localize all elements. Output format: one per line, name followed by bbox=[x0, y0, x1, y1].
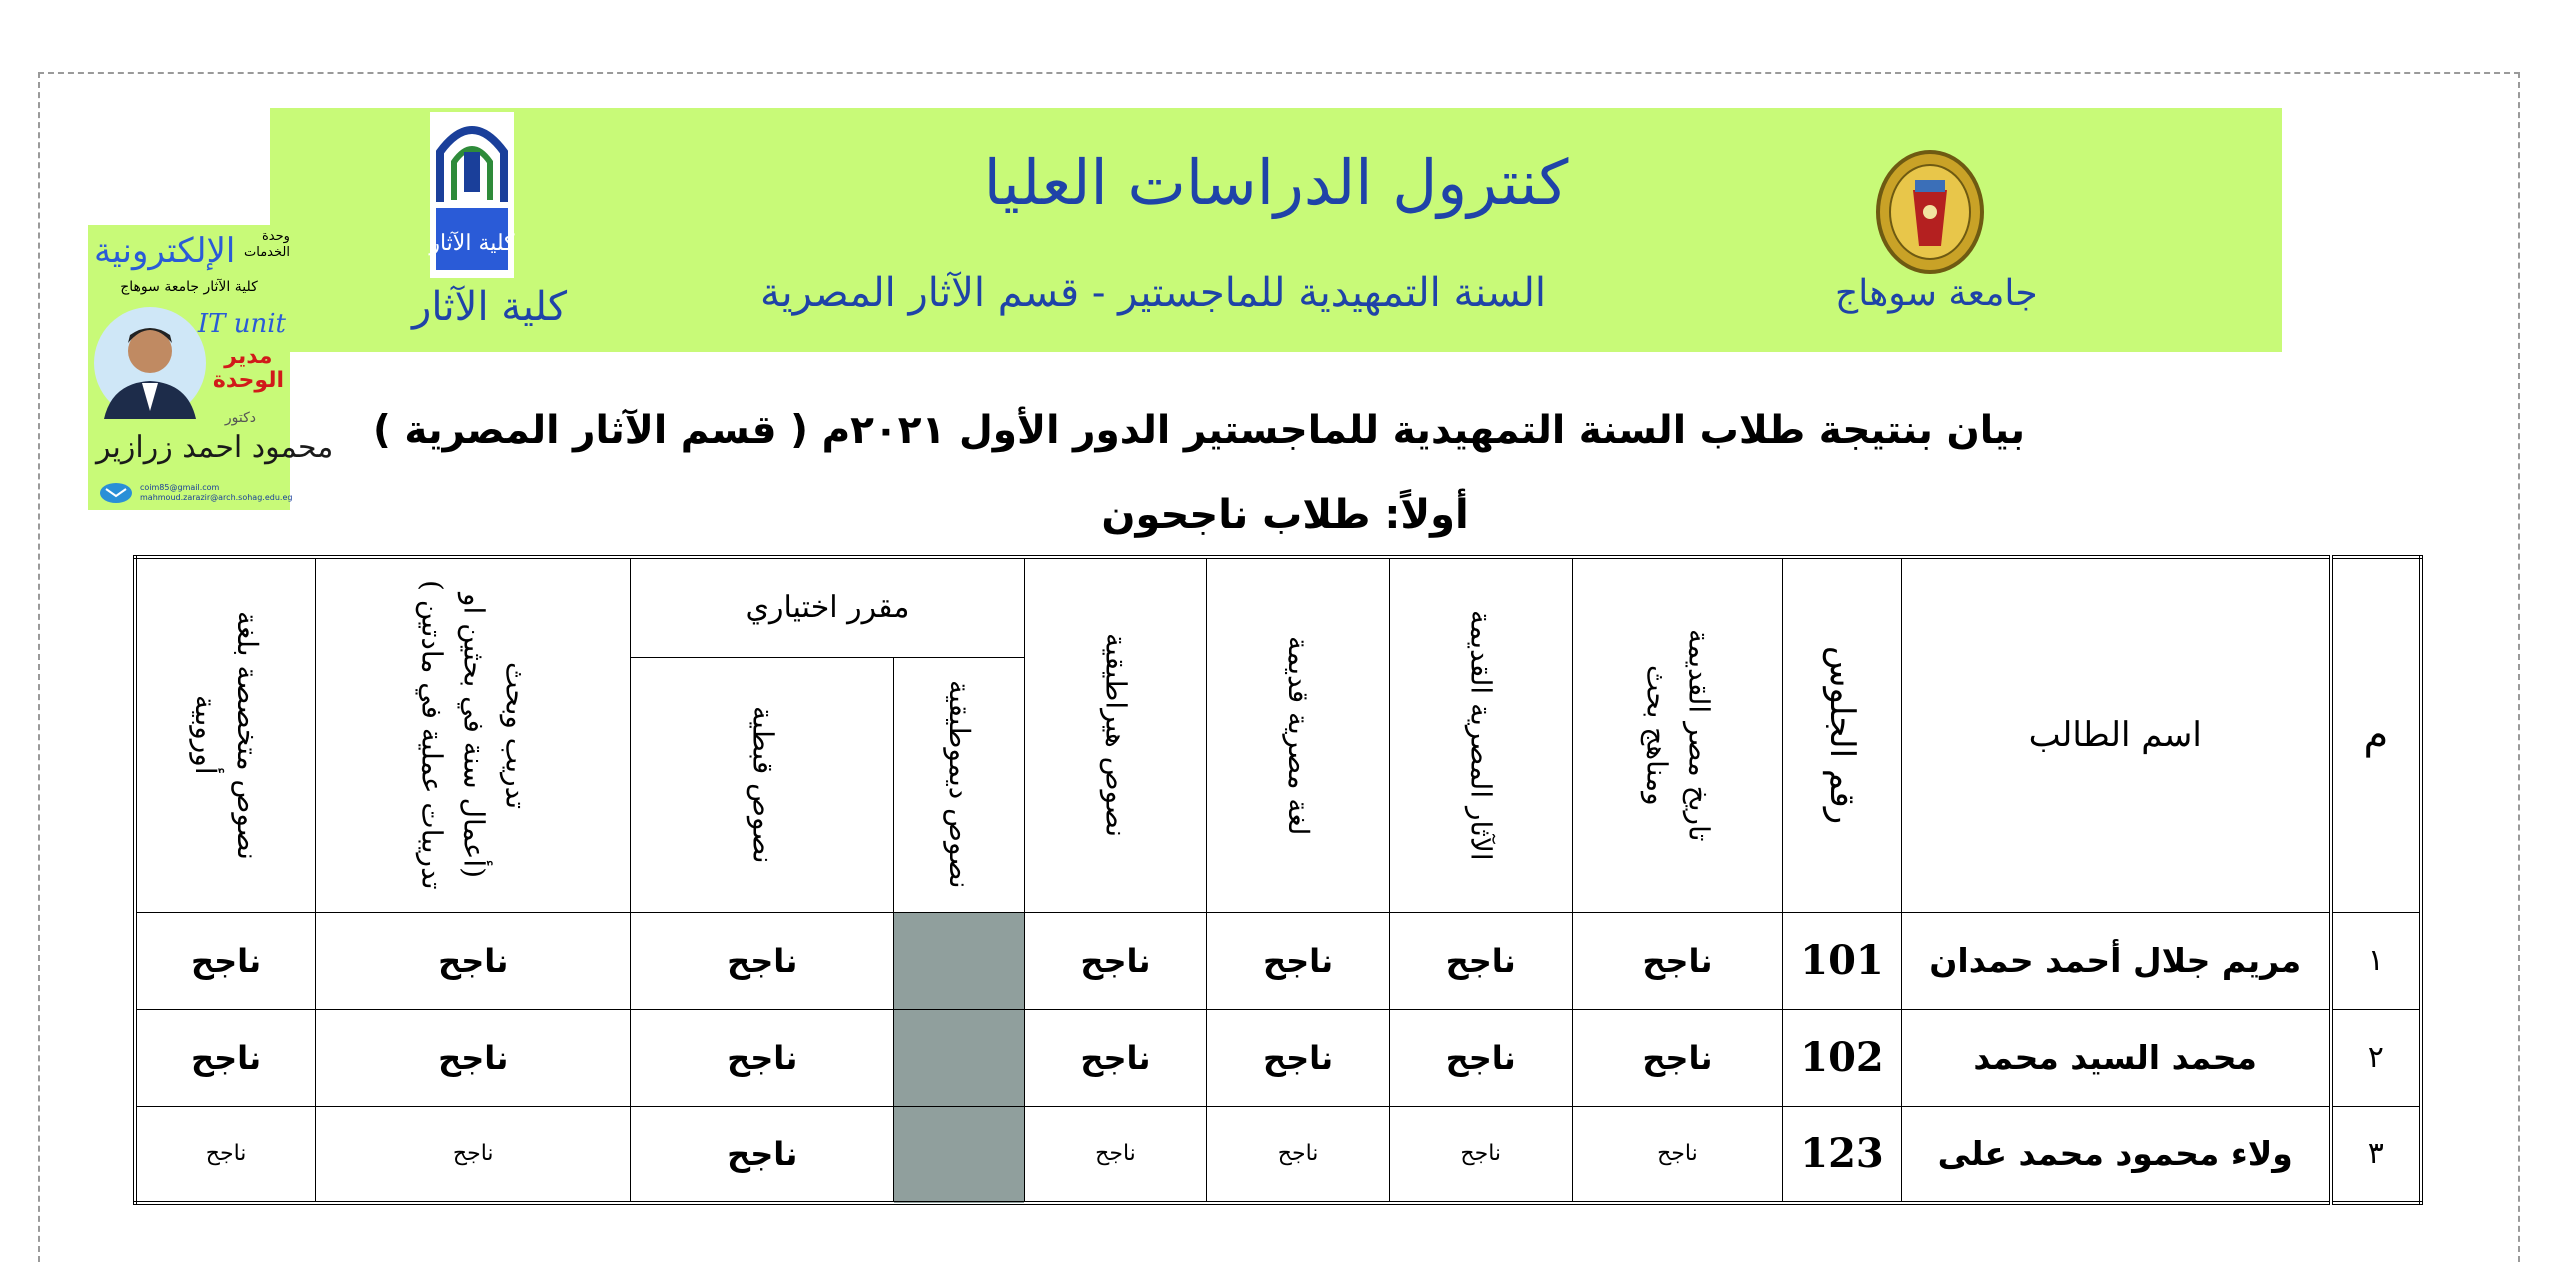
row-antiquities: ناجح bbox=[1389, 1106, 1572, 1203]
header-european-label: نصوص متخصصة بلغة أوروبية bbox=[189, 610, 265, 860]
row-history: ناجح bbox=[1572, 1106, 1783, 1203]
row-hieratic: ناجح bbox=[1024, 912, 1207, 1009]
row-demotic bbox=[894, 912, 1024, 1009]
unit-person-name: محمود احمد زرازير bbox=[96, 430, 334, 465]
row-coptic: ناجح bbox=[631, 912, 894, 1009]
header-demotic-label: نصوص ديموطيقية bbox=[942, 680, 976, 889]
row-training: ناجح bbox=[316, 912, 631, 1009]
manager-photo-icon bbox=[92, 303, 208, 433]
row-language: ناجح bbox=[1207, 912, 1390, 1009]
row-student-name: مريم جلال أحمد حمدان bbox=[1901, 912, 2331, 1009]
row-hieratic: ناجح bbox=[1024, 1009, 1207, 1106]
university-name: جامعة سوهاج bbox=[1835, 273, 2038, 314]
row-language: ناجح bbox=[1207, 1106, 1390, 1203]
row-history: ناجح bbox=[1572, 1009, 1783, 1106]
row-training: ناجح bbox=[316, 1106, 631, 1203]
it-unit-card bbox=[88, 225, 334, 510]
header-training-label: تدريب وبحث (أعمال سنة في بحثين او تدريبات عملية في مادتين ) bbox=[415, 580, 533, 891]
document-title: بيان بنتيجة طلاب السنة التمهيدية للماجستير الدور الأول ٢٠٢١م ( قسم الآثار المصرية ) bbox=[372, 408, 2025, 453]
results-table bbox=[133, 555, 2423, 1205]
header-demotic bbox=[894, 657, 1024, 912]
row-antiquities: ناجح bbox=[1389, 1009, 1572, 1106]
unit-emails: coim85@gmail.com mahmoud.zarazir@arch.sohag.edu.eg bbox=[140, 483, 293, 502]
unit-word: الإلكترونية bbox=[94, 231, 236, 271]
table-row bbox=[135, 912, 2421, 1009]
row-language: ناجح bbox=[1207, 1009, 1390, 1106]
row-student-name: محمد السيد محمد bbox=[1901, 1009, 2331, 1106]
header-index: م bbox=[2331, 557, 2421, 912]
table-row bbox=[135, 1106, 2421, 1203]
row-index: ٣ bbox=[2331, 1106, 2421, 1203]
header-antiquities bbox=[1389, 557, 1572, 912]
header-coptic-label: نصوص قبطية bbox=[746, 705, 780, 864]
header-language bbox=[1207, 557, 1390, 912]
header-banner bbox=[270, 108, 2282, 352]
university-seal-icon bbox=[1875, 150, 1985, 278]
row-seat-number: 101 bbox=[1783, 912, 1901, 1009]
unit-english: IT unit bbox=[197, 309, 286, 339]
row-seat-number: 123 bbox=[1783, 1106, 1901, 1203]
header-training bbox=[316, 557, 631, 912]
header-european bbox=[135, 557, 316, 912]
row-hieratic: ناجح bbox=[1024, 1106, 1207, 1203]
header-history bbox=[1572, 557, 1783, 912]
header-hieratic bbox=[1024, 557, 1207, 912]
row-history: ناجح bbox=[1572, 912, 1783, 1009]
table-row bbox=[135, 1009, 2421, 1106]
header-student-name: اسم الطالب bbox=[1901, 557, 2331, 912]
row-demotic bbox=[894, 1009, 1024, 1106]
unit-faculty: كلية الآثار جامعة سوهاج bbox=[120, 279, 258, 295]
control-title: كنترول الدراسات العليا bbox=[983, 146, 1569, 219]
row-coptic: ناجح bbox=[631, 1009, 894, 1106]
row-antiquities: ناجح bbox=[1389, 912, 1572, 1009]
faculty-logo-icon bbox=[430, 112, 514, 278]
header-antiquities-label: الآثار المصرية القديمة bbox=[1464, 609, 1498, 861]
header-language-label: لغة مصرية قديمة bbox=[1282, 635, 1316, 835]
faculty-name: كلية الآثار bbox=[412, 284, 568, 330]
row-coptic: ناجح bbox=[631, 1106, 894, 1203]
unit-doctor-label: دكتور bbox=[224, 410, 256, 426]
row-index: ٢ bbox=[2331, 1009, 2421, 1106]
faculty-logo-text: كلية الآثار bbox=[429, 231, 515, 256]
row-training: ناجح bbox=[316, 1009, 631, 1106]
section-title: أولاً: طلاب ناجحون bbox=[1101, 492, 1469, 538]
row-european: ناجح bbox=[135, 1009, 316, 1106]
header-seat-number-label: رقم الجلوس bbox=[1821, 646, 1862, 825]
header-coptic bbox=[631, 657, 894, 912]
unit-small-label: وحدة الخدمات bbox=[244, 229, 290, 260]
row-student-name: ولاء محمود محمد على bbox=[1901, 1106, 2331, 1203]
row-demotic bbox=[894, 1106, 1024, 1203]
row-european: ناجح bbox=[135, 1106, 316, 1203]
header-hieratic-label: نصوص هيراطيقية bbox=[1099, 633, 1133, 838]
email-icon bbox=[98, 481, 134, 505]
header-history-label: تاريخ مصر القديمة ومناهج بحث bbox=[1640, 629, 1716, 842]
program-subtitle: السنة التمهيدية للماجستير - قسم الآثار المصرية bbox=[760, 270, 1546, 316]
row-seat-number: 102 bbox=[1783, 1009, 1901, 1106]
row-index: ١ bbox=[2331, 912, 2421, 1009]
header-optional-group: مقرر اختياري bbox=[631, 557, 1024, 657]
unit-manager-label: مدير الوحدة bbox=[212, 344, 284, 393]
header-seat-number bbox=[1783, 557, 1901, 912]
row-european: ناجح bbox=[135, 912, 316, 1009]
